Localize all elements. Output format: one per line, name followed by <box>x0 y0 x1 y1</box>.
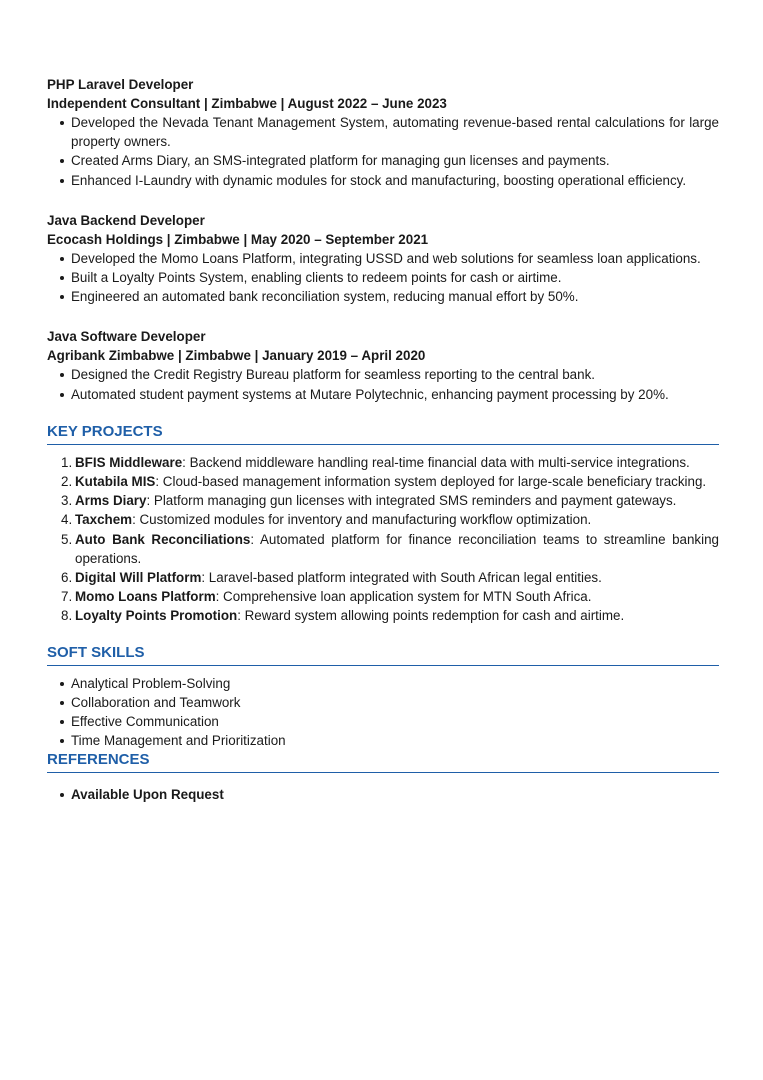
project-item <box>47 568 719 587</box>
project-item <box>47 587 719 606</box>
project-item <box>47 491 719 510</box>
project-item <box>47 453 719 472</box>
bullet-item: Engineered an automated bank reconciliation system, reducing manual effort by 50%. <box>47 287 719 306</box>
key-projects-section <box>47 453 719 626</box>
project-item <box>47 530 719 568</box>
bullet-item: Automated student payment systems at Mutare Polytechnic, enhancing payment processing by 20%. <box>47 385 719 404</box>
project-number: 1. <box>61 454 73 470</box>
project-number: 3. <box>61 493 73 509</box>
project-item <box>47 606 719 625</box>
project-description: : Customized modules for inventory and manufacturing workflow optimization. <box>132 512 592 528</box>
job-entry <box>47 211 719 307</box>
project-name: BFIS Middleware <box>75 454 183 470</box>
project-description: : Comprehensive loan application system for MTN South Africa. <box>215 589 592 605</box>
bullet-item: Developed the Nevada Tenant Management System, automating revenue-based rental calculations for large property owners. <box>47 113 719 151</box>
job-bullets <box>47 249 719 307</box>
bullet-item: Enhanced I-Laundry with dynamic modules for stock and manufacturing, boosting operational efficiency. <box>47 171 719 190</box>
project-number: 4. <box>61 512 73 528</box>
job-entry <box>47 75 719 190</box>
references-list <box>47 785 719 804</box>
project-description: : Platform managing gun licenses with integrated SMS reminders and payment gateways. <box>146 493 677 509</box>
project-name: Loyalty Points Promotion <box>75 608 238 624</box>
project-name: Arms Diary <box>75 493 147 509</box>
project-description: : Laravel-based platform integrated with South African legal entities. <box>201 570 602 586</box>
job-meta: Agribank Zimbabwe | Zimbabwe | January 2019 – April 2020 <box>47 348 426 364</box>
bullet-item: Developed the Momo Loans Platform, integrating USSD and web solutions for seamless loan applications. <box>47 249 719 268</box>
project-number: 5. <box>61 531 73 547</box>
skill-item: Time Management and Prioritization <box>47 731 719 750</box>
job-meta: Independent Consultant | Zimbabwe | August 2022 – June 2023 <box>47 96 447 111</box>
project-description: : Cloud-based management information system deployed for large-scale beneficiary tracking. <box>155 474 707 490</box>
project-item <box>47 510 719 529</box>
project-name: Auto Bank Reconciliations <box>75 531 251 547</box>
project-number: 8. <box>61 608 73 624</box>
bullet-item: Designed the Credit Registry Bureau platform for seamless reporting to the central bank. <box>47 365 719 384</box>
bullet-item: Built a Loyalty Points System, enabling clients to redeem points for cash or airtime. <box>47 268 719 287</box>
job-meta: Ecocash Holdings | Zimbabwe | May 2020 – September 2021 <box>47 231 429 247</box>
soft-skills-list <box>47 674 719 751</box>
project-description: : Reward system allowing points redemption for cash and airtime. <box>237 608 625 624</box>
projects-list <box>47 453 719 626</box>
job-title: PHP Laravel Developer <box>47 77 194 92</box>
project-description: : Backend middleware handling real-time financial data with multi-service integrations. <box>182 454 690 470</box>
project-description: : Automated platform for finance reconciliation teams to streamline banking operations. <box>75 531 719 566</box>
section-heading-key-projects: KEY PROJECTS <box>47 422 719 445</box>
job-title: Java Software Developer <box>47 329 206 345</box>
project-number: 6. <box>61 570 73 586</box>
project-name: Digital Will Platform <box>75 570 202 586</box>
reference-item: Available Upon Request <box>47 785 719 804</box>
skill-item: Collaboration and Teamwork <box>47 693 719 712</box>
section-heading-soft-skills: SOFT SKILLS <box>47 643 719 666</box>
job-entry <box>47 327 719 403</box>
project-number: 2. <box>61 474 73 490</box>
skill-item: Analytical Problem-Solving <box>47 674 719 693</box>
project-name: Momo Loans Platform <box>75 589 216 605</box>
project-name: Taxchem <box>75 512 133 528</box>
resume-content <box>47 75 719 805</box>
job-title: Java Backend Developer <box>47 212 205 228</box>
job-bullets <box>47 113 719 190</box>
project-number: 7. <box>61 589 73 605</box>
bullet-item: Created Arms Diary, an SMS-integrated platform for managing gun licenses and payments. <box>47 151 719 170</box>
skill-item: Effective Communication <box>47 712 719 731</box>
project-item <box>47 472 719 491</box>
section-heading-references: REFERENCES <box>47 750 719 773</box>
project-name: Kutabila MIS <box>75 474 156 490</box>
job-bullets <box>47 365 719 403</box>
